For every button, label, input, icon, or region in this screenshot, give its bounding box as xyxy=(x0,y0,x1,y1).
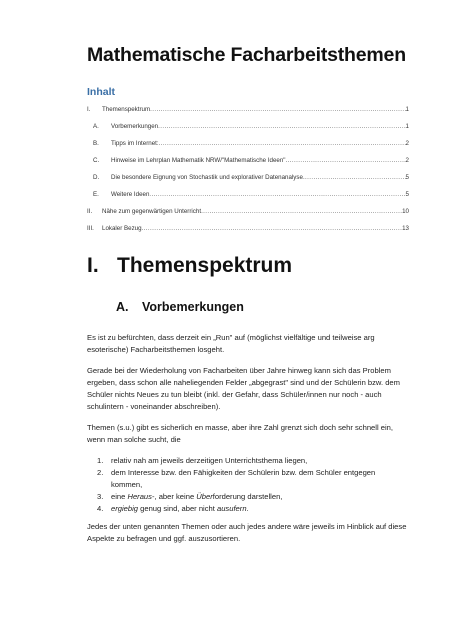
toc-entry[interactable] xyxy=(87,186,409,203)
toc-entry-page: 10 xyxy=(402,208,409,215)
toc-entry-page: 1 xyxy=(405,106,409,113)
toc-entry-page: 1 xyxy=(405,123,409,130)
toc-entry[interactable] xyxy=(87,152,409,169)
toc-entry-page: 2 xyxy=(405,140,409,147)
toc-entry-number: B. xyxy=(93,140,99,147)
toc-entry[interactable] xyxy=(87,203,409,220)
toc-entry[interactable] xyxy=(87,101,409,118)
criteria-list xyxy=(87,455,407,515)
list-item-text-part: -, aber keine xyxy=(151,492,197,501)
list-item-text: dem Interesse bzw. den Fähigkeiten der Schülerin bzw. dem Schüler entgegen kommen, xyxy=(111,468,376,489)
list-item xyxy=(87,491,407,503)
toc-entry-page: 2 xyxy=(405,157,409,164)
list-item-emphasis: ausufern xyxy=(216,504,247,513)
paragraph: Gerade bei der Wiederholung von Facharbeiten über Jahre hinweg kann sich das Problem ergeben, dass schon alle naheliegenden Felder „abgegrast" sind und der Schülerin bzw. dem Schüler nichts Neues zu tun bleibt (inkl. der Gefahr, dass Schüler/innen nur noch - auch schulintern - voneinander abschreiben). xyxy=(87,366,400,411)
toc-entry-text: Lokaler Bezug xyxy=(102,225,142,232)
section-number: I. xyxy=(87,254,99,277)
toc-leader-dots xyxy=(149,186,405,203)
toc-entry-text: Themenspektrum xyxy=(102,106,151,113)
toc-entry[interactable] xyxy=(87,220,409,237)
toc-leader-dots xyxy=(286,152,406,169)
toc-leader-dots xyxy=(142,220,403,237)
list-item-text-part: eine xyxy=(111,492,128,501)
toc-entry[interactable] xyxy=(87,169,409,186)
list-item xyxy=(87,455,407,467)
list-item-number: 3. xyxy=(97,492,104,501)
list-item-number: 2. xyxy=(97,468,104,477)
toc-entry-page: 5 xyxy=(405,191,409,198)
list-item-text: relativ nah am jeweils derzeitigen Unterrichtsthema liegen, xyxy=(111,456,308,465)
subsection-title: Vorbemerkungen xyxy=(142,300,244,314)
toc-entry-page: 5 xyxy=(405,174,409,181)
list-item xyxy=(87,503,407,515)
toc-leader-dots xyxy=(303,169,406,186)
table-of-contents xyxy=(87,101,409,237)
toc-leader-dots xyxy=(159,135,406,152)
list-item-number: 1. xyxy=(97,456,104,465)
list-item-emphasis: ergiebig xyxy=(111,504,139,513)
toc-entry-number: D. xyxy=(93,174,100,181)
toc-entry-text: Nähe zum gegenwärtigen Unterricht xyxy=(102,208,202,215)
toc-entry-text: Hinweise im Lehrplan Mathematik NRW/"Mathematische Ideen" xyxy=(111,157,286,164)
toc-heading: Inhalt xyxy=(87,86,115,98)
toc-entry-text: Tipps im Internet: xyxy=(111,140,159,147)
toc-entry-number: III. xyxy=(87,225,94,232)
list-item-emphasis: Über xyxy=(196,492,213,501)
list-item xyxy=(87,467,407,491)
section-title: Themenspektrum xyxy=(117,254,293,277)
toc-entry[interactable] xyxy=(87,135,409,152)
toc-leader-dots xyxy=(201,203,402,220)
list-item-text-part: genug sind, aber nicht xyxy=(138,504,217,513)
toc-entry-number: E. xyxy=(93,191,99,198)
paragraph: Themen (s.u.) gibt es sicherlich en masse, aber ihre Zahl grenzt sich doch sehr schnell ein, wenn man solche sucht, die xyxy=(87,423,394,444)
section-heading xyxy=(87,254,292,278)
toc-entry-number: I. xyxy=(87,106,91,113)
toc-leader-dots xyxy=(158,118,405,135)
toc-entry-text: Vorbemerkungen xyxy=(111,123,159,130)
toc-entry-page: 13 xyxy=(402,225,409,232)
subsection-number: A. xyxy=(116,300,129,314)
paragraph: Jedes der unten genannten Themen oder auch jedes andere wäre jeweils im Hinblick auf diese Aspekte zu befragen und ggf. auszusortieren. xyxy=(87,522,407,543)
list-item-text-part: . xyxy=(246,504,249,513)
list-item-emphasis: Heraus xyxy=(127,492,152,501)
toc-entry-text: Weitere Ideen xyxy=(111,191,150,198)
paragraph: Es ist zu befürchten, dass derzeit ein „Run" auf (möglichst vielfältige und teilweise arg esoterische) Facharbeitsthemen losgeht. xyxy=(87,333,375,354)
toc-entry[interactable] xyxy=(87,118,409,135)
subsection-heading xyxy=(116,300,244,314)
toc-entry-number: II. xyxy=(87,208,93,215)
list-item-text-part: forderung darstellen, xyxy=(212,492,283,501)
toc-entry-text: Die besondere Eignung von Stochastik und explorativer Datenanalyse xyxy=(111,174,303,181)
document-title: Mathematische Facharbeitsthemen xyxy=(87,44,406,66)
toc-entry-number: C. xyxy=(93,157,100,164)
toc-entry-number: A. xyxy=(93,123,99,130)
list-item-number: 4. xyxy=(97,504,104,513)
toc-leader-dots xyxy=(150,101,405,118)
